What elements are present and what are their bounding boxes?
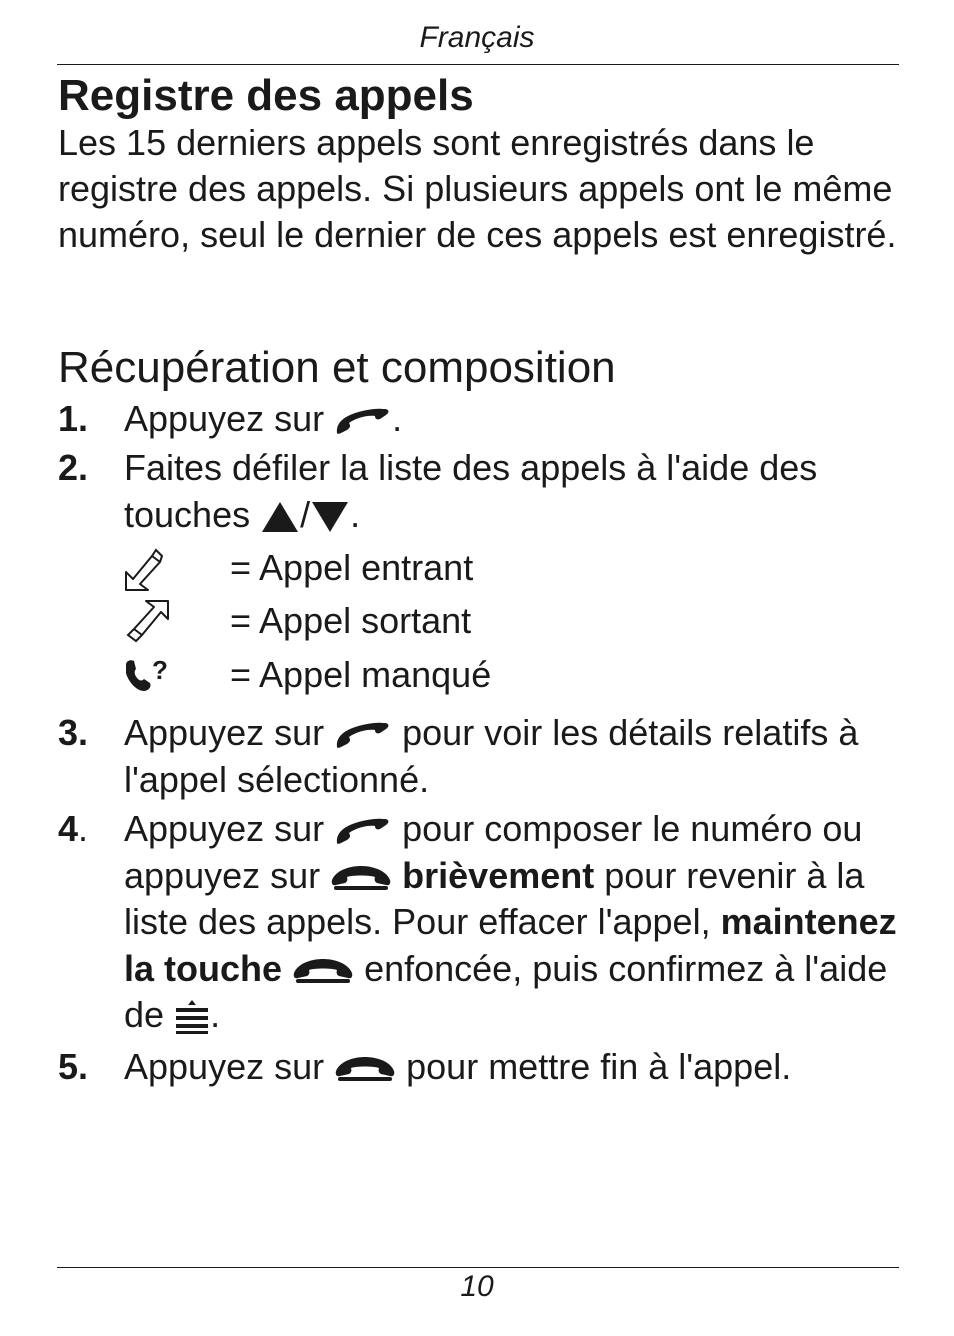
step-text: Faites défiler la liste des appels à l'aide des touches <box>124 447 818 535</box>
section-title-retrieve-dial: Récupération et composition <box>58 343 616 392</box>
step-text: Appuyez sur <box>124 398 325 439</box>
slash-separator: / <box>300 493 311 535</box>
step-text-end: pour mettre fin à l'appel. <box>406 1046 792 1087</box>
arrow-down-icon <box>310 500 350 534</box>
arrow-up-icon <box>260 500 300 534</box>
step-text: pour revenir à la liste des appels. Pour effacer l'appel, <box>124 854 865 942</box>
step-text-bold: maintenez la touche <box>124 901 897 989</box>
incoming-call-icon <box>122 546 174 590</box>
end-call-key-icon <box>292 957 354 985</box>
step-number: 5. <box>58 1046 89 1087</box>
step-number: 2. <box>58 447 89 488</box>
step-text: Appuyez sur <box>124 1046 325 1087</box>
step-text-end: . <box>392 398 403 439</box>
legend-text: = Appel manqué <box>230 654 492 695</box>
call-key-icon <box>334 406 392 436</box>
legend-text: = Appel sortant <box>230 600 472 641</box>
step-text: Appuyez sur <box>124 808 325 849</box>
outgoing-call-icon <box>122 599 174 643</box>
missed-call-icon <box>122 653 174 697</box>
step-number: 3. <box>58 712 89 753</box>
call-key-icon <box>334 816 392 846</box>
step-number: 1. <box>58 398 89 439</box>
page-header-language: Français <box>419 21 535 54</box>
menu-key-icon <box>174 999 210 1035</box>
section-title-call-log: Registre des appels <box>58 71 474 120</box>
step-text-bold: brièvement <box>402 854 595 896</box>
call-key-icon <box>334 720 392 750</box>
end-call-key-icon <box>334 1055 396 1083</box>
step-text: enfoncée, puis confirmez à l'aide de <box>124 947 888 1035</box>
call-log-paragraph: Les 15 derniers appels sont enregistrés dans le registre des appels. Si plusieurs appels ont le même numéro, seul le dernier de ces appels est enregistré. <box>58 122 897 255</box>
step-text-end: pour voir les détails relatifs à l'appel sélectionné. <box>124 712 859 800</box>
step-text: pour composer le numéro ou appuyez sur <box>124 808 863 896</box>
page-number: 10 <box>460 1270 494 1303</box>
step-text-end: . <box>350 493 361 535</box>
legend-text: = Appel entrant <box>230 547 474 588</box>
header-divider <box>57 64 899 65</box>
step-text: Appuyez sur <box>124 712 325 753</box>
step-number: 4. <box>58 808 89 849</box>
svg-text:?: ? <box>152 655 168 685</box>
step-text-end: . <box>210 994 221 1035</box>
end-call-key-icon <box>330 864 392 892</box>
